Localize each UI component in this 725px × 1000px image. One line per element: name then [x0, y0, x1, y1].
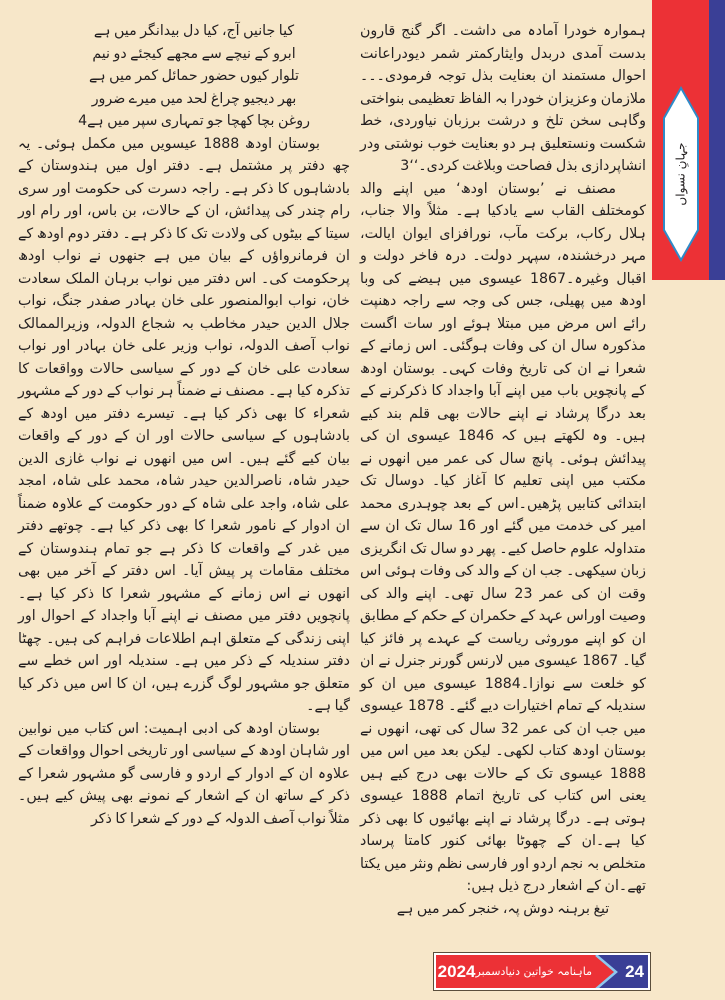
- issue-month: دسمبر: [475, 965, 506, 978]
- verse-block: [18, 20, 350, 133]
- right-column: [360, 20, 646, 920]
- page-number: 24: [625, 961, 644, 981]
- page-footer: [433, 952, 651, 991]
- section-label-wrap: [662, 86, 700, 262]
- left-column: [18, 20, 350, 830]
- issue-year: 2024: [437, 961, 476, 981]
- right-verse: تیغ برہنہ دوش پہ، خنجر کمر میں ہے: [396, 900, 610, 917]
- left-paragraph-2: بوستان اودھ کی ادبی اہمیت: اس کتاب میں نوابین اور شاہان اودھ کے سیاسی اور تاریخی احوال وواقعات کے علاوہ ان کے ادوار کے اردو و فارسی گو مشہور شعرا کے ذکر کے ساتھ ان کے اشعار کے نمونے بھی پیش کیے ہیں۔ مثلاً نواب آصف الدولہ کے دور کے شعرا کا ذکر: [18, 720, 350, 827]
- right-paragraph-1: ہموارہ خودرا آمادہ می داشت۔ اگر گنج قارون بدست آمدی دربدل وایثارکمتر شمر دیودراعانت احوال مستمند ان بعنایت بذل توجہ فرمودی۔۔۔ملازمان وعزیزان خودرا بہ الفاظ تعظیمی بنواختی وگاہی سخن تلخ و درشت برزبان نیاوردی، خط شکست ونستعلیق ہر دو بعنایت خوب نوشتی ودر انشاپردازی بذل فصاحت وبلاغت کردی۔‘‘3: [360, 23, 646, 174]
- left-paragraph-1: بوستان اودھ 1888 عیسویں میں مکمل ہوئی۔ یہ چھ دفتر پر مشتمل ہے۔ دفتر اول میں ہندوستان کے بادشاہوں کا ذکر ہے۔ راجہ دسرت کی حکومت اور سری رام چندر کی پیدائش، ان کے حالات، بن باس، اور رام اور سیتا کے بیٹوں کی ولادت تک کا ذکر ہے۔ دفتر دوم اودھ کے ان فرمانرواؤں کے بیان میں ہے جنھوں نے نواب اودھ پرحکومت کی۔ اس دفتر میں نواب برہان الملک سعادت خان، نواب ابوالمنصور علی خان بہادر صفدر جنگ، نواب جلال الدین حیدر مخاطب بہ شجاع الدولہ، وزیرالممالک نواب آصف الدولہ، نواب وزیر علی خان بہادر اور نواب سعادت علی خان کے دور کے سیاسی حالات وواقعات کا تذکرہ کیا ہے۔ مصنف نے ضمناً ہر نواب کے دور کے مشہور شعراء کا بھی ذکر کیا ہے۔ تیسرے دفتر میں اودھ کے بادشاہوں کے سیاسی حالات اور ان کے دور کے واقعات بیان کیے گئے ہیں۔ اس میں انھوں نے نواب غازی الدین حیدر شاہ، ناصرالدین حیدر شاہ، محمد علی شاہ، امجد علی شاہ، واجد علی شاہ کے دور حکومت کے علاوہ ضمناً ان ادوار کے نامور شعرا کا بھی ذکر کیا ہے۔ چوتھے دفتر میں غدر کے واقعات کا ذکر ہے جو تمام ہندوستان کے مختلف مقامات پر پیش آیا۔ اس دفتر کے آخر میں بھی انھوں نے اس زمانے کے مشہور شعرا کا ذکر کیا ہے۔ پانچویں دفتر میں مصنف نے اپنے آبا واجداد کے احوال اور اپنی زندگی کے متعلق اہم اطلاعات فراہم کی ہیں۔ چھٹا دفتر سندیلہ کے ذکر میں ہے۔ سندیلہ اور اس خطے سے متعلق جو مشہور لوگ گزرے ہیں، ان کا اس میں ذکر کیا گیا ہے۔: [18, 135, 350, 714]
- footer-issue: [437, 955, 592, 988]
- section-label: جہانِ نسواں: [674, 142, 688, 206]
- verse-line: کیا جانیں آج، کیا دل بیدانگر میں ہے: [93, 23, 295, 39]
- right-paragraph-2: مصنف نے ’بوستان اودھ‘ میں اپنے والد کومختلف القاب سے یادکیا ہے۔ مثلاً والا جناب، ہلال رکاب، برکت مآب، نورافزای ایوان ایالت، مہر درخشندہ، سپہر دولت۔ درہ فاخر دولت و اقبال وغیرہ۔1867 عیسوی میں ہیضے کی وبا اودھ میں پھیلی، جس کی وجہ سے راجہ دھنپت رائے اس مرض میں مبتلا ہوئے اور سات اگست مذکورہ سال ان کی وفات ہوگئی۔ اس زمانے کے شعرا نے ان کی تاریخ وفات کہی۔ بوستان اودھ کے پانچویں باب میں اپنے آبا واجداد کا ذکرکرنے کے بعد درگا پرشاد نے اپنے حالات بھی قلم بند کیے ہیں۔ وہ لکھتے ہیں کہ 1846 عیسوی ان کی پیدائش ہوئی۔ پانچ سال کی عمر میں انھوں نے مکتب میں اپنی تعلیم کا آغاز کیا۔ دوسال تک ابتدائی کتابیں پڑھیں۔اس کے بعد چوہدری محمد امیر کی خدمت میں گئے اور 16 سال تک ان سے متداولہ علوم حاصل کیے۔ پھر دو سال تک انگریزی زبان سیکھی۔ جب ان کے والد کی وفات ہوئی اس وقت ان کی عمر 23 سال تھی۔ اپنے والد کی وصیت اوراس عہد کے حکمران کے حکم کے مطابق ان کو اپنے موروثی ریاست کے عہدے پر فائز کیا گیا۔ 1867 عیسوی میں لارنس گورنر جنرل نے ان کو خلعت سے نوازا۔1884 عیسوی میں ان کو سندیلہ کے تمام اختیارات دیے گئے۔ 1878 عیسوی میں جب ان کی عمر 32 سال کی تھی، انھوں نے بوستان اودھ کتاب لکھی۔ لیکن بعد میں اس میں 1888 عیسوی تک کے حالات بھی درج کیے ہیں یعنی اس کتاب کی تاریخ اتمام 1888 عیسوی ہوتی ہے۔ درگا پرشاد نے اپنے بھائیوں کا بھی ذکر کیا ہے۔ان کے چھوٹا بھائی کنور کامتا پرساد متخلص بہ نجم اردو اور فارسی نظم ونثر میں یکتا تھے۔ان کے اشعار درج ذیل ہیں:: [360, 180, 647, 894]
- verse-line: بھر دیجیو چراغ لحد میں میرے ضرور: [91, 90, 297, 107]
- magazine-name: ماہنامہ خواتین دنیا: [505, 965, 592, 978]
- verse-line: روغن بچا کھچا جو تمہاری سپر میں ہے4: [78, 113, 310, 129]
- section-band-blue: [709, 0, 725, 280]
- section-tab: [662, 86, 700, 262]
- verse-line: تلوار کیوں حضور حمائل کمر میں ہے: [89, 68, 299, 84]
- verse-line: ابرو کے نیچے سے مجھے کیجئے دو نیم: [92, 45, 296, 62]
